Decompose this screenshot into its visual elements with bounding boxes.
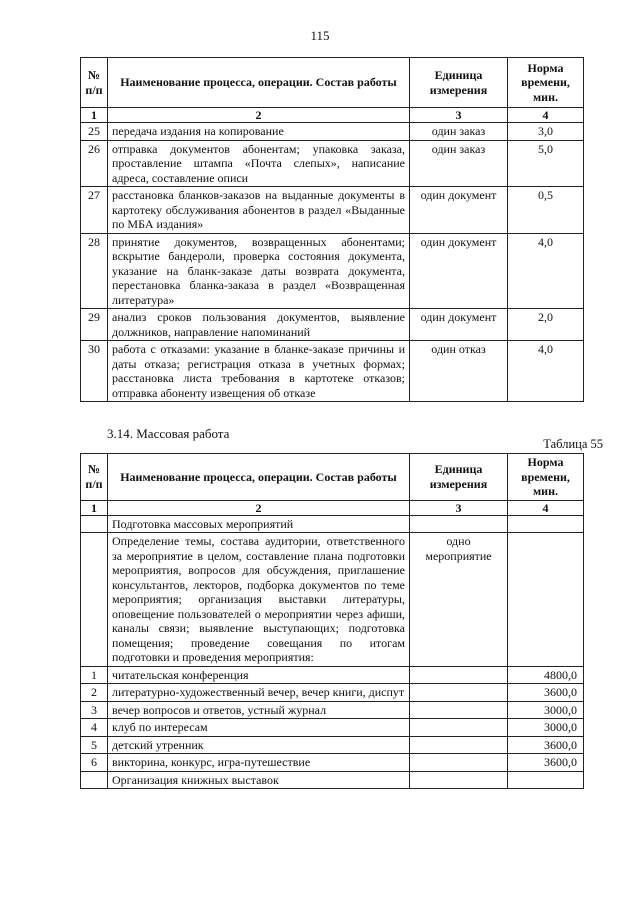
row-number: 28 [81,233,108,309]
row-name: отправка документов абонентам; упаковка заказа, проставление штампа «Почта слепых», написание адреса, составление описи [108,140,410,187]
table-row [81,187,584,234]
row-unit [410,719,508,737]
row-norm: 3000,0 [508,701,584,719]
header-num: № п/п [81,58,108,108]
row-name: литературно-художественный вечер, вечер книги, диспут [108,684,410,702]
col-number: 4 [508,108,584,123]
page-number: 115 [310,28,330,43]
col-number: 4 [508,500,584,515]
row-norm: 3600,0 [508,684,584,702]
table-row [81,736,584,754]
row-name: детский утренник [108,736,410,754]
header-name: Наименование процесса, операции. Состав работы [108,58,410,108]
row-name: вечер вопросов и ответов, устный журнал [108,701,410,719]
header-norm: Норма времени, мин. [508,58,584,108]
header-unit: Единица измерения [410,58,508,108]
row-name: викторина, конкурс, игра-путешествие [108,754,410,772]
row-unit [410,736,508,754]
col-number: 1 [81,500,108,515]
description-row [81,533,584,667]
header-norm: Норма времени, мин. [508,454,584,501]
empty-cell [81,771,108,789]
row-unit [410,684,508,702]
table-row [81,341,584,402]
norms-table-1 [80,57,584,402]
empty-cell [410,515,508,533]
row-unit: один документ [410,309,508,341]
description-text: Определение темы, состава аудитории, ответственного за мероприятие в целом, составление плана подготовки мероприятия, вопросов для обсуждения, приглашение консультантов, лекторов, подборка документов по теме мероприятия; организация выставки литературы, оповещение пользователей о мероприятии через афиши, каналы связи; выявление выступающих; подготовка помещения; проведение совещания по итогам подготовки и проведения мероприятия: [108,533,410,667]
row-unit [410,666,508,684]
column-number-row [81,500,584,515]
row-name: передача издания на копирование [108,123,410,141]
empty-cell [508,771,584,789]
row-norm: 4,0 [508,233,584,309]
header-num: № п/п [81,454,108,501]
row-name: читательская конференция [108,666,410,684]
table-row [81,233,584,309]
row-name: клуб по интересам [108,719,410,737]
row-number: 26 [81,140,108,187]
row-norm: 4800,0 [508,666,584,684]
row-unit: один документ [410,233,508,309]
header-name: Наименование процесса, операции. Состав работы [108,454,410,501]
col-number: 1 [81,108,108,123]
row-norm: 0,5 [508,187,584,234]
row-name: расстановка бланков-заказов на выданные документы в картотеку обслуживания абонентов в раздел «Выданные по МБА издания» [108,187,410,234]
group-title: Подготовка массовых мероприятий [108,515,410,533]
header-unit: Единица измерения [410,454,508,501]
row-unit: один документ [410,187,508,234]
row-norm: 2,0 [508,309,584,341]
empty-cell [508,515,584,533]
row-number: 2 [81,684,108,702]
col-number: 2 [108,500,410,515]
group-row [81,771,584,789]
table-row [81,309,584,341]
table-row [81,123,584,141]
row-unit [410,754,508,772]
col-number: 2 [108,108,410,123]
row-unit [410,701,508,719]
empty-cell [81,533,108,667]
table-row [81,701,584,719]
group-row [81,515,584,533]
column-number-row [81,108,584,123]
row-norm: 3000,0 [508,719,584,737]
row-unit: один заказ [410,123,508,141]
row-name: работа с отказами: указание в бланке-заказе причины и даты отказа; регистрация отказа в учетных формах; расстановка листа требования в картотеке отказов; отправка абоненту извещения об отказе [108,341,410,402]
col-number: 3 [410,500,508,515]
table-label: Таблица 55 [543,437,603,451]
row-unit: один отказ [410,341,508,402]
row-norm: 4,0 [508,341,584,402]
table-row [81,140,584,187]
table-row [81,719,584,737]
row-number: 27 [81,187,108,234]
section-title: 3.14. Массовая работа [107,426,230,441]
norms-table-55 [80,453,584,789]
row-number: 30 [81,341,108,402]
row-number: 1 [81,666,108,684]
col-number: 3 [410,108,508,123]
row-norm: 3600,0 [508,754,584,772]
row-number: 5 [81,736,108,754]
row-norm: 3,0 [508,123,584,141]
description-unit: одно мероприятие [410,533,508,667]
row-number: 6 [81,754,108,772]
row-number: 25 [81,123,108,141]
empty-cell [410,771,508,789]
group-title: Организация книжных выставок [108,771,410,789]
table-row [81,666,584,684]
row-norm: 5,0 [508,140,584,187]
table-row [81,754,584,772]
row-name: принятие документов, возвращенных абонентами; вскрытие бандероли, проверка состояния документа, указание на бланк-заказе даты возврата документа, перестановка бланка-заказа в раздел «Возвращенная литература» [108,233,410,309]
empty-cell [508,533,584,667]
row-number: 29 [81,309,108,341]
row-number: 3 [81,701,108,719]
row-name: анализ сроков пользования документов, выявление должников, направление напоминаний [108,309,410,341]
row-unit: один заказ [410,140,508,187]
table-row [81,684,584,702]
empty-cell [81,515,108,533]
row-number: 4 [81,719,108,737]
row-norm: 3600,0 [508,736,584,754]
